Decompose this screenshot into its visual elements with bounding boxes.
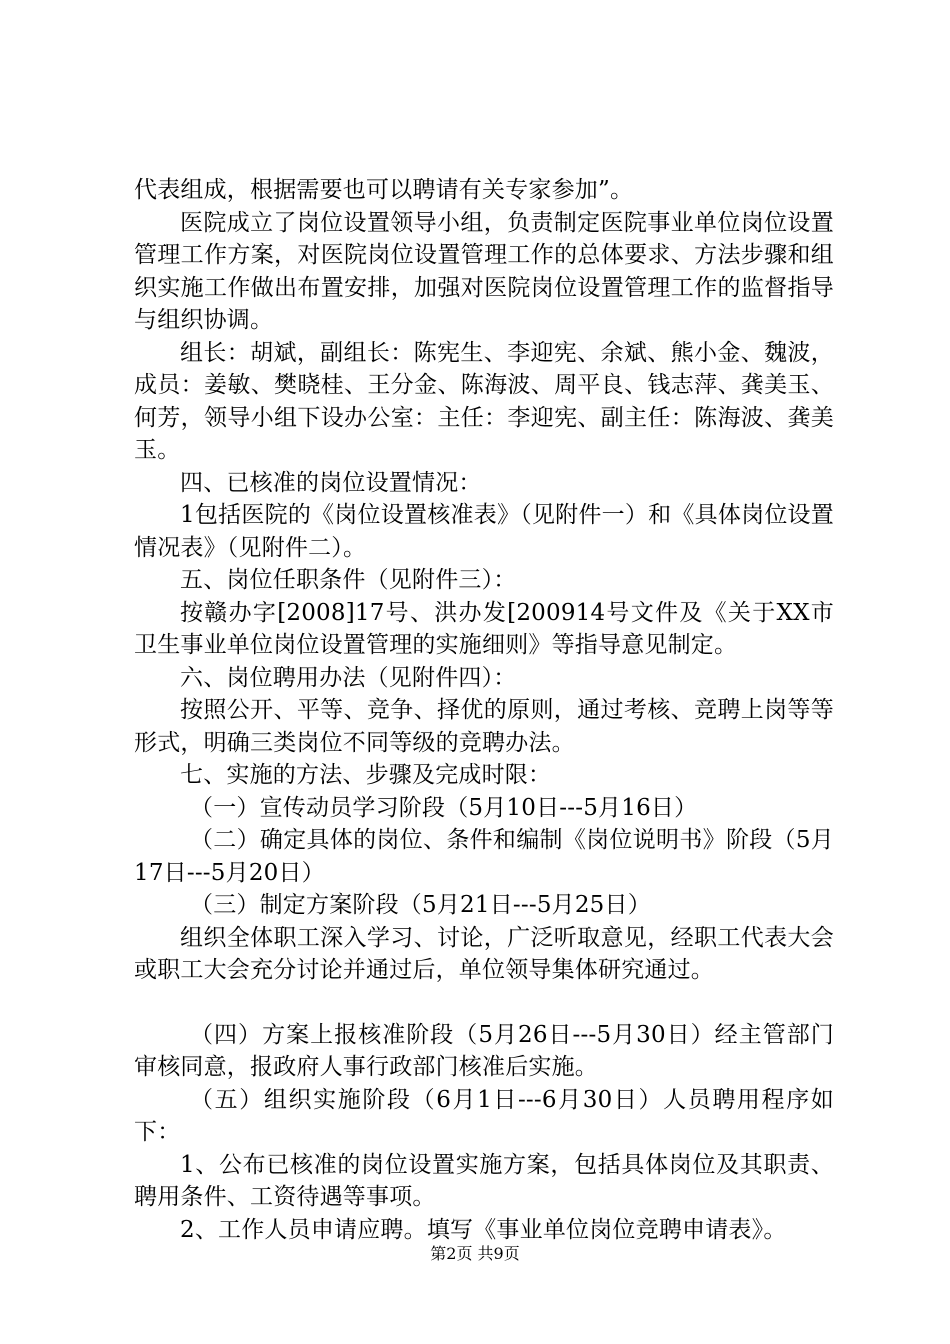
- paragraph: 医院成立了岗位设置领导小组，负责制定医院事业单位岗位设置管理工作方案，对医院岗位设置管理工作的总体要求、方法步骤和组织实施工作做出布置安排，加强对医院岗位设置管理工作的监督指导与组织协调。: [134, 209, 834, 333]
- paragraph: 按照公开、平等、竞争、择优的原则，通过考核、竞聘上岗等等形式，明确三类岗位不同等级的竞聘办法。: [134, 697, 834, 756]
- sub-heading: （三）制定方案阶段（5月21日---5月25日）: [190, 892, 651, 918]
- section-heading: 七、实施的方法、步骤及完成时限：: [180, 762, 552, 788]
- page-number: 第2页 共9页: [430, 1244, 520, 1263]
- list-item: 2、工作人员申请应聘。填写《事业单位岗位竞聘申请表》。: [180, 1216, 787, 1243]
- paragraph: 代表组成，根据需要也可以聘请有关专家参加”。: [134, 177, 634, 203]
- page-footer: [0, 1244, 950, 1264]
- list-item: 1、公布已核准的岗位设置实施方案，包括具体岗位及其职责、聘用条件、工资待遇等事项。: [134, 1151, 834, 1210]
- paragraph: 1包括医院的《岗位设置核准表》（见附件一）和《具体岗位设置情况表》（见附件二）。: [134, 502, 834, 561]
- sub-heading: （一）宣传动员学习阶段（5月10日---5月16日）: [190, 794, 698, 821]
- sub-heading: （二）确定具体的岗位、条件和编制《岗位说明书》阶段（5月17日---5月20日）: [134, 827, 834, 886]
- section-heading: 六、岗位聘用办法（见附件四）：: [180, 664, 517, 691]
- paragraph: 组织全体职工深入学习、讨论，广泛听取意见，经职工代表大会或职工大会充分讨论并通过后，单位领导集体研究通过。: [134, 924, 834, 983]
- document-body: [134, 174, 834, 1246]
- paragraph: 按赣办字[2008]17号、洪办发[200914号文件及《关于XX市卫生事业单位岗位设置管理的实施细则》等指导意见制定。: [134, 599, 834, 658]
- blank-line: [134, 987, 834, 1019]
- paragraph: 组长：胡斌，副组长：陈宪生、李迎宪、余斌、熊小金、魏波，成员：姜敏、樊晓桂、王分金、陈海波、周平良、钱志萍、龚美玉、何芳，领导小组下设办公室：主任：李迎宪、副主任：陈海波、龚美玉。: [134, 339, 834, 463]
- sub-heading: （四）方案上报核准阶段（5月26日---5月30日）经主管部门审核同意，报政府人事行政部门核准后实施。: [134, 1021, 834, 1080]
- sub-heading: （五）组织实施阶段（6月1日---6月30日）人员聘用程序如下：: [134, 1086, 834, 1145]
- section-heading: 五、岗位任职条件（见附件三）：: [180, 567, 517, 593]
- section-heading: 四、已核准的岗位设置情况：: [180, 469, 482, 496]
